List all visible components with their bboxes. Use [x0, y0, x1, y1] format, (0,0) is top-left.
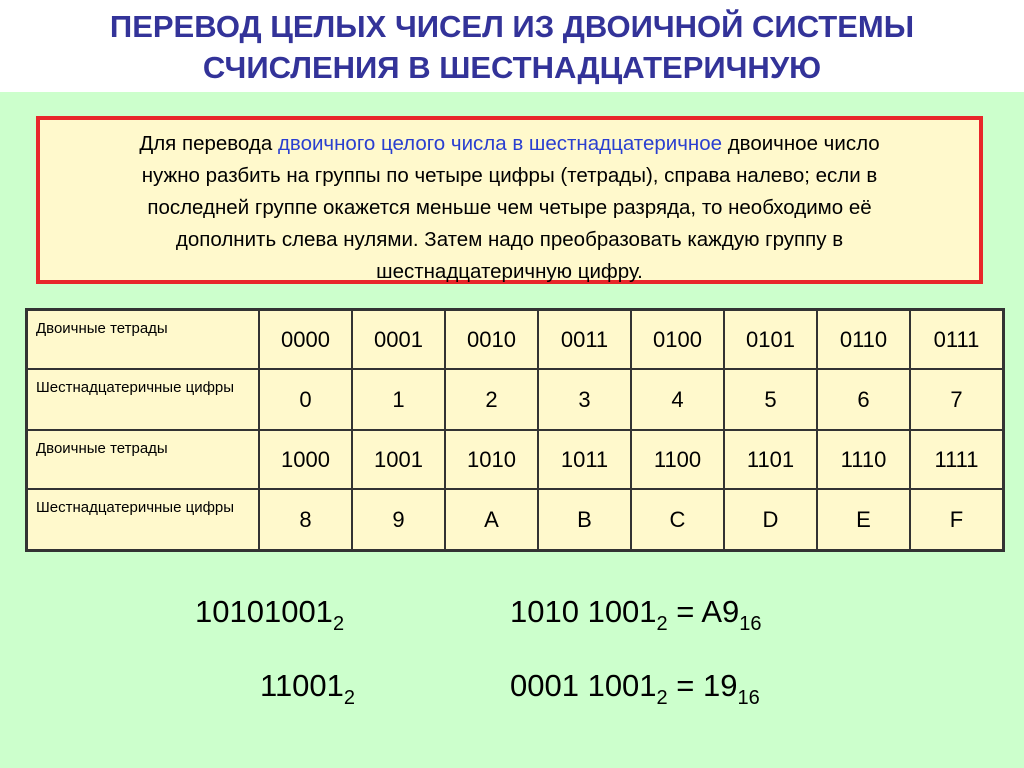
table-cell: 1	[352, 369, 445, 430]
table-cell: D	[724, 489, 817, 551]
table-cell: 4	[631, 369, 724, 430]
base: 16	[739, 613, 762, 635]
tetrad-table	[25, 308, 1005, 552]
table-cell: 1111	[910, 430, 1004, 489]
rule-highlight: двоичного целого числа в шестнадцатеричное	[277, 132, 723, 155]
equals-sign: =	[676, 668, 695, 703]
base: 2	[332, 613, 345, 635]
table-cell: 0	[259, 369, 352, 430]
row-label: Шестнадцатеричные цифры	[27, 369, 260, 430]
example-1-conversion	[510, 592, 762, 635]
example-2-source	[260, 666, 356, 709]
table-cell: B	[538, 489, 631, 551]
base: 2	[656, 613, 668, 635]
row-label: Двоичные тетрады	[27, 430, 260, 489]
table-cell: 1010	[445, 430, 538, 489]
table-cell: A	[445, 489, 538, 551]
table-cell: 1110	[817, 430, 910, 489]
row-label: Двоичные тетрады	[27, 310, 260, 370]
table-cell: 1000	[259, 430, 352, 489]
row-label: Шестнадцатеричные цифры	[27, 489, 260, 551]
table-row	[27, 489, 1004, 551]
example-2-conversion	[510, 666, 760, 709]
result: 19	[703, 668, 738, 703]
table-cell: 0101	[724, 310, 817, 370]
title-line-2: СЧИСЛЕНИЯ В ШЕСТНАДЦАТЕРИЧНУЮ	[202, 50, 822, 85]
table-row	[27, 310, 1004, 370]
table-cell: 0000	[259, 310, 352, 370]
table-cell: 0010	[445, 310, 538, 370]
rule-line-1	[50, 128, 969, 160]
rule-line-2: нужно разбить на группы по четыре цифры (тетрады), справа налево; если в	[141, 164, 878, 187]
table-cell: 0100	[631, 310, 724, 370]
table-cell: 6	[817, 369, 910, 430]
table-cell: 1100	[631, 430, 724, 489]
example-1-source	[195, 592, 345, 635]
table-cell: 0111	[910, 310, 1004, 370]
table-cell: F	[910, 489, 1004, 551]
table-cell: 5	[724, 369, 817, 430]
rule-text: Для перевода	[139, 132, 278, 155]
table-cell: 0110	[817, 310, 910, 370]
base: 2	[656, 687, 668, 709]
table-cell: 8	[259, 489, 352, 551]
title-line-1: ПЕРЕВОД ЦЕЛЫХ ЧИСЕЛ ИЗ ДВОИЧНОЙ СИСТЕМЫ	[109, 9, 915, 44]
result: A9	[701, 594, 740, 629]
table-cell: 1001	[352, 430, 445, 489]
number: 10101001	[195, 594, 333, 629]
page-title	[0, 6, 1024, 88]
number: 11001	[260, 668, 344, 703]
table-row	[27, 369, 1004, 430]
number: 1010 1001	[510, 594, 657, 629]
table-cell: C	[631, 489, 724, 551]
rule-text: двоичное число	[722, 132, 880, 155]
table-row	[27, 430, 1004, 489]
rule-box	[36, 116, 983, 284]
base: 16	[737, 687, 760, 709]
table-cell: 2	[445, 369, 538, 430]
equals-sign: =	[676, 594, 695, 629]
table-cell: 1011	[538, 430, 631, 489]
table-cell: 3	[538, 369, 631, 430]
base: 2	[343, 687, 356, 709]
table-cell: 0001	[352, 310, 445, 370]
table-cell: 7	[910, 369, 1004, 430]
number: 0001 1001	[510, 668, 657, 703]
table-cell: 9	[352, 489, 445, 551]
table-cell: 0011	[538, 310, 631, 370]
rule-line-3: последней группе окажется меньше чем четыре разряда, то необходимо её	[147, 196, 872, 219]
rule-line-4: дополнить слева нулями. Затем надо преобразовать каждую группу в	[175, 228, 844, 251]
table-cell: E	[817, 489, 910, 551]
rule-line-5: шестнадцатеричную цифру.	[376, 260, 643, 283]
table-cell: 1101	[724, 430, 817, 489]
